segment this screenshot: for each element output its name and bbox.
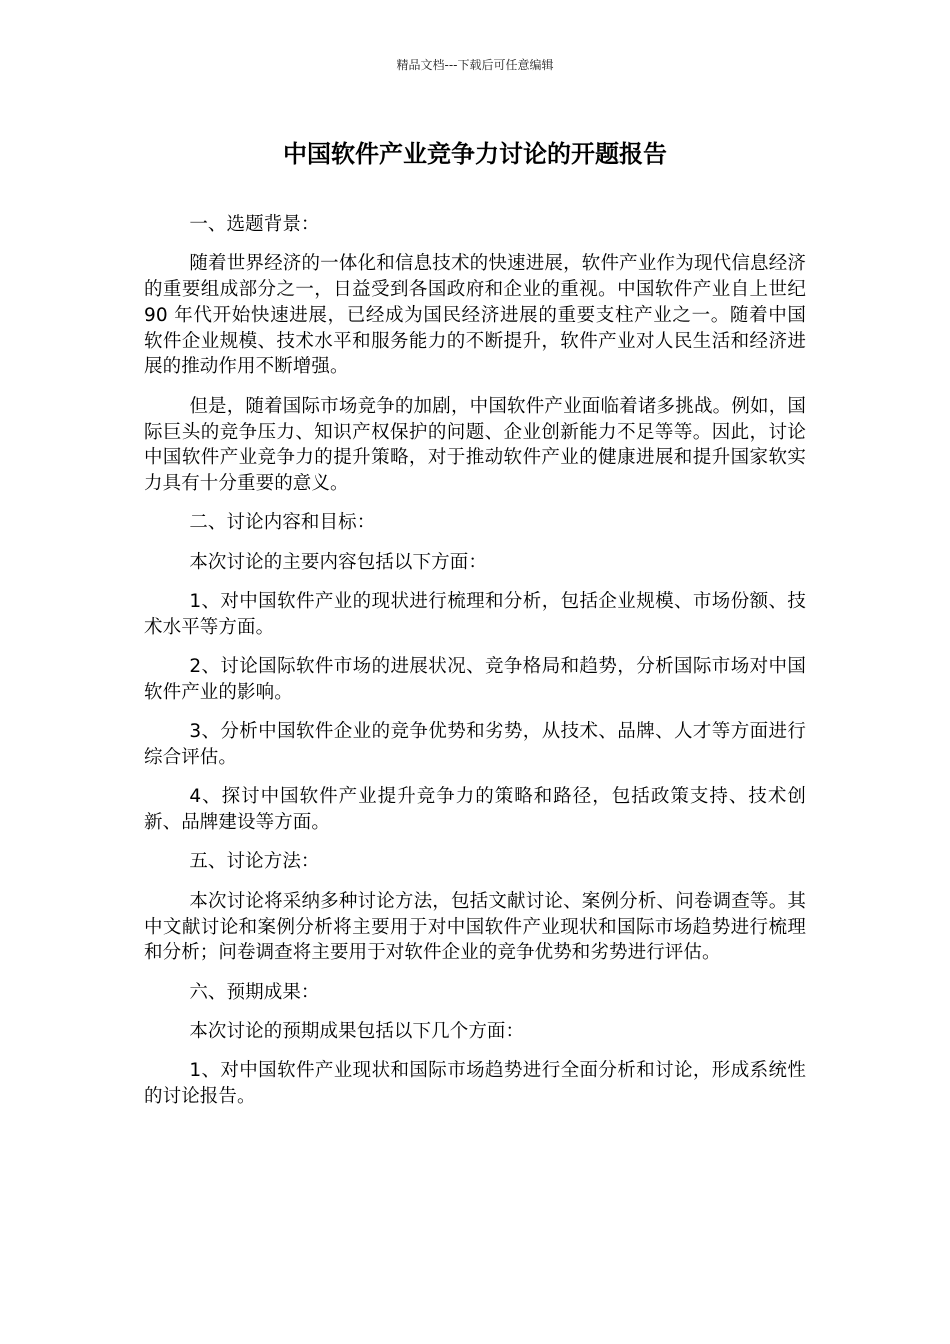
paragraph-outcomes-intro: 本次讨论的预期成果包括以下几个方面：	[189, 1020, 525, 1042]
list-item-content-3: 3、分析中国软件企业的竞争优势和劣势，从技术、品牌、人才等方面进行综合评估。	[144, 721, 806, 769]
section-heading-methods: 五、讨论方法：	[189, 851, 320, 873]
section-heading-background: 一、选题背景：	[189, 214, 320, 235]
section-heading-content-goals: 二、讨论内容和目标：	[189, 512, 376, 534]
section-heading-outcomes: 六、预期成果：	[189, 981, 320, 1003]
page-header: 精品文档---下载后可任意编辑	[396, 58, 554, 72]
document-body	[144, 212, 806, 1123]
paragraph-background-1: 随着世界经济的一体化和信息技术的快速进展，软件产业作为现代信息经济的重要组成部分之一，日益受到各国政府和企业的重视。中国软件产业自上世纪 90 年代开始快速进展，已经成为国民经济进展的重要支柱产业之一。随着中国软件企业规模、技术水平和服务能力的不断提升，软件产业对人民生活和经济进展的推动作用不断增强。	[144, 253, 806, 378]
paragraph-background-2: 但是，随着国际市场竞争的加剧，中国软件产业面临着诸多挑战。例如，国际巨头的竞争压力、知识产权保护的问题、企业创新能力不足等等。因此，讨论中国软件产业竞争力的提升策略，对于推动软件产业的健康进展和提升国家软实力具有十分重要的意义。	[144, 395, 806, 495]
list-item-content-2: 2、讨论国际软件市场的进展状况、竞争格局和趋势，分析国际市场对中国软件产业的影响。	[144, 656, 806, 703]
list-item-content-4: 4、探讨中国软件产业提升竞争力的策略和路径，包括政策支持、技术创新、品牌建设等方面。	[144, 786, 806, 834]
paragraph-content-intro: 本次讨论的主要内容包括以下方面：	[189, 551, 487, 573]
list-item-outcome-1: 1、对中国软件产业现状和国际市场趋势进行全面分析和讨论，形成系统性的讨论报告。	[144, 1060, 806, 1108]
list-item-content-1: 1、对中国软件产业的现状进行梳理和分析，包括企业规模、市场份额、技术水平等方面。	[144, 591, 806, 638]
paragraph-methods: 本次讨论将采纳多种讨论方法，包括文献讨论、案例分析、问卷调查等。其中文献讨论和案例分析将主要用于对中国软件产业现状和国际市场趋势进行梳理和分析；问卷调查将主要用于对软件企业的竞争优势和劣势进行评估。	[144, 890, 806, 964]
document-title: 中国软件产业竞争力讨论的开题报告	[283, 140, 667, 168]
